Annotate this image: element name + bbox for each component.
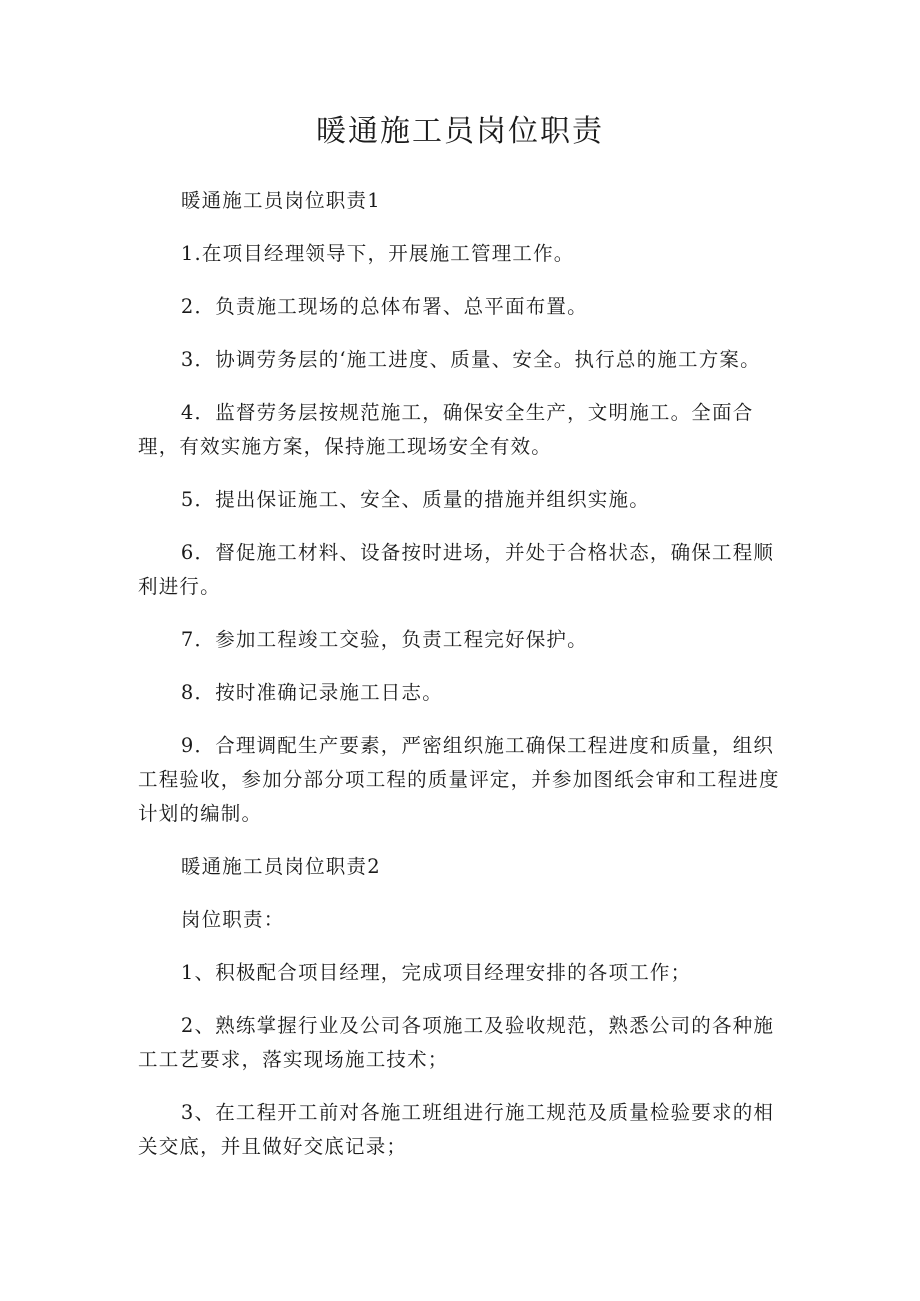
duty-item-7: 7．参加工程竣工交验，负责工程完好保护。 (180, 628, 588, 651)
responsibility-item-2: 2、熟练掌握行业及公司各项施工及验收规范，熟悉公司的各种施工工艺要求，落实现场施工技术； (138, 1014, 775, 1071)
duty-item-3: 3．协调劳务层的‘施工进度、质量、安全。执行总的施工方案。 (180, 348, 761, 371)
section-heading-1: 暖通施工员岗位职责1 (180, 189, 381, 212)
duty-item-6: 6．督促施工材料、设备按时进场，并处于合格状态，确保工程顺利进行。 (138, 541, 775, 598)
section-heading-2: 暖通施工员岗位职责2 (180, 855, 381, 878)
responsibility-item-3: 3、在工程开工前对各施工班组进行施工规范及质量检验要求的相关交底，并且做好交底记录； (138, 1101, 775, 1158)
duty-item-2: 2．负责施工现场的总体布署、总平面布置。 (180, 295, 588, 318)
subheading-responsibilities: 岗位职责： (180, 908, 285, 931)
duty-item-8: 8．按时准确记录施工日志。 (180, 681, 443, 704)
document-body (138, 184, 792, 1183)
duty-item-9: 9．合理调配生产要素，严密组织施工确保工程进度和质量，组织工程验收，参加分部分项工程的质量评定，并参加图纸会审和工程进度计划的编制。 (138, 734, 780, 825)
document-title: 暖通施工员岗位职责 (316, 114, 604, 149)
duty-item-1: 1.在项目经理领导下，开展施工管理工作。 (180, 242, 575, 265)
duty-item-4: 4．监督劳务层按规范施工，确保安全生产，文明施工。全面合理，有效实施方案，保持施工现场安全有效。 (138, 401, 754, 458)
responsibility-item-1: 1、积极配合项目经理，完成项目经理安排的各项工作； (180, 961, 692, 984)
duty-item-5: 5．提出保证施工、安全、质量的措施并组织实施。 (180, 488, 650, 511)
